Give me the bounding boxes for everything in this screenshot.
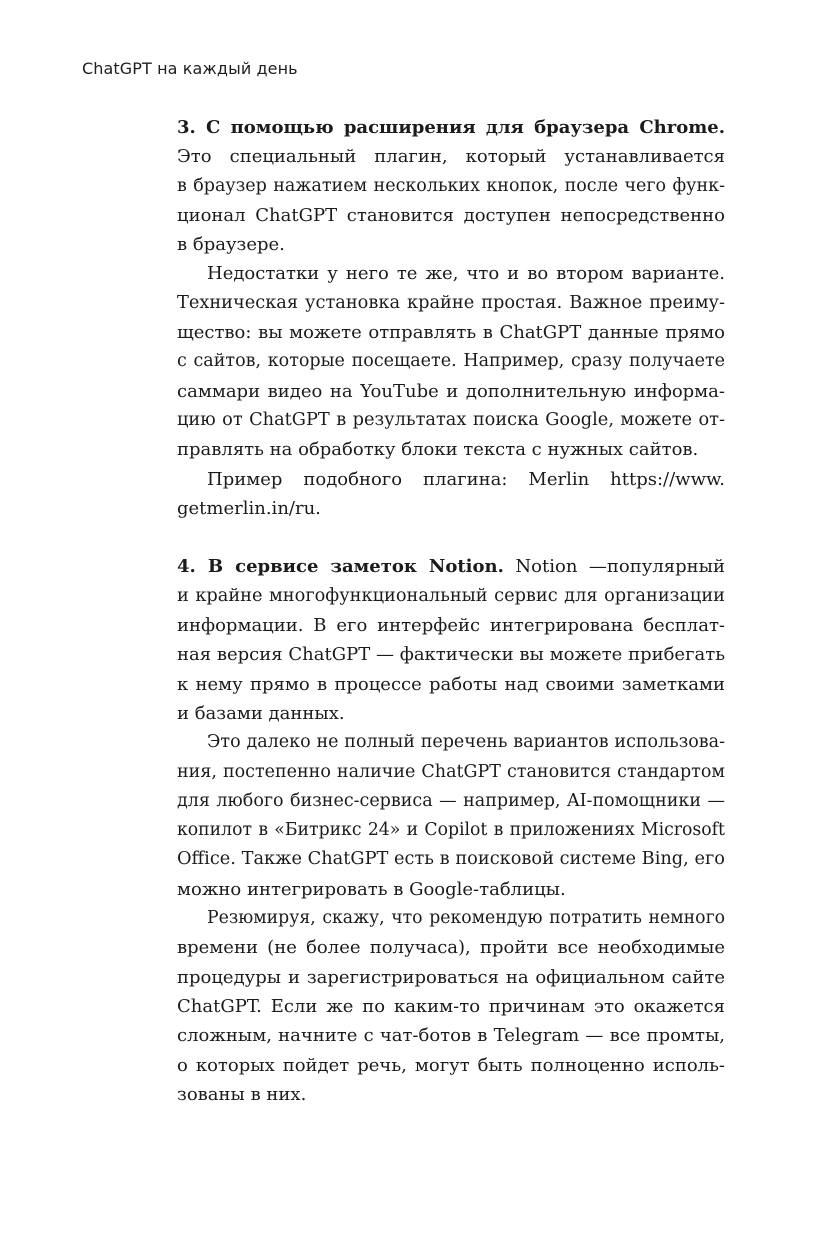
- section-heading-line: [177, 552, 725, 581]
- text-line: цию от ChatGPT в результатах поиска Google, можете от-: [177, 409, 725, 430]
- text-line: с сайтов, которые посещаете. Например, сразу получаете: [177, 351, 725, 372]
- text-line: копилот в «Битрикс 24» и Copilot в приложениях Microsoft: [177, 820, 725, 841]
- text-line: Резюмируя, скажу, что рекомендую потратить немного: [207, 908, 725, 929]
- text-line: Недостатки у него те же, что и во втором варианте.: [207, 263, 725, 285]
- text-line: процедуры и зарегистрироваться на официальном сайте: [177, 966, 725, 988]
- text-line: Office. Также ChatGPT есть в поисковой системе Bing, его: [177, 849, 725, 870]
- text-line: и крайне многофункциональный сервис для организации: [177, 585, 725, 606]
- text-line: правлять на обработку блоки текста с нужных сайтов.: [177, 439, 699, 461]
- text-line: к нему прямо в процессе работы над своими заметками: [177, 673, 725, 695]
- text-line: Это далеко не полный перечень вариантов использова-: [207, 732, 725, 753]
- text-line: Техническая установка крайне простая. Важное преиму-: [177, 292, 725, 313]
- text-line: сложным, начните с чат-ботов в Telegram — все промты,: [177, 1025, 725, 1047]
- text-line: можно интегрировать в Google-таблицы.: [177, 878, 566, 900]
- text-line: ционал ChatGPT становится доступен непосредственно: [177, 204, 725, 226]
- text-line: саммари видео на YouTube и дополнительную информа-: [177, 380, 725, 402]
- text-line: ная версия ChatGPT — фактически вы можете прибегать: [177, 644, 725, 666]
- section-heading: 3. С помощью расширения для браузера Chrome.: [177, 117, 725, 138]
- text-line: щество: вы можете отправлять в ChatGPT данные прямо: [177, 322, 725, 344]
- page-body: [177, 113, 725, 1109]
- section-heading: 4. В сервисе заметок Notion.: [177, 556, 504, 578]
- text-line: для любого бизнес-сервиса — например, AI-помощники —: [177, 790, 725, 811]
- text-line: в браузере.: [177, 234, 285, 256]
- section-gap: [177, 523, 725, 552]
- text-line: о которых пойдет речь, могут быть полноценно исполь-: [177, 1054, 725, 1076]
- text-line: Это специальный плагин, который устанавливается: [177, 146, 725, 168]
- text-line: в браузер нажатием нескольких кнопок, после чего функ-: [177, 175, 725, 196]
- heading-tail: Notion —популярный: [503, 556, 725, 578]
- running-head: ChatGPT на каждый день: [82, 59, 298, 78]
- text-line: getmerlin.in/ru.: [177, 497, 321, 519]
- text-line: и базами данных.: [177, 702, 345, 724]
- text-line: ChatGPT. Если же по каким-то причинам это окажется: [177, 995, 725, 1017]
- text-line: информации. В его интерфейс интегрирована бесплат-: [177, 615, 725, 637]
- text-line: времени (не более получаса), пройти все необходимые: [177, 937, 725, 959]
- text-line: ния, постепенно наличие ChatGPT становится стандартом: [177, 761, 725, 782]
- text-line: Пример подобного плагина: Merlin https://www.: [207, 468, 725, 490]
- text-line: зованы в них.: [177, 1083, 307, 1105]
